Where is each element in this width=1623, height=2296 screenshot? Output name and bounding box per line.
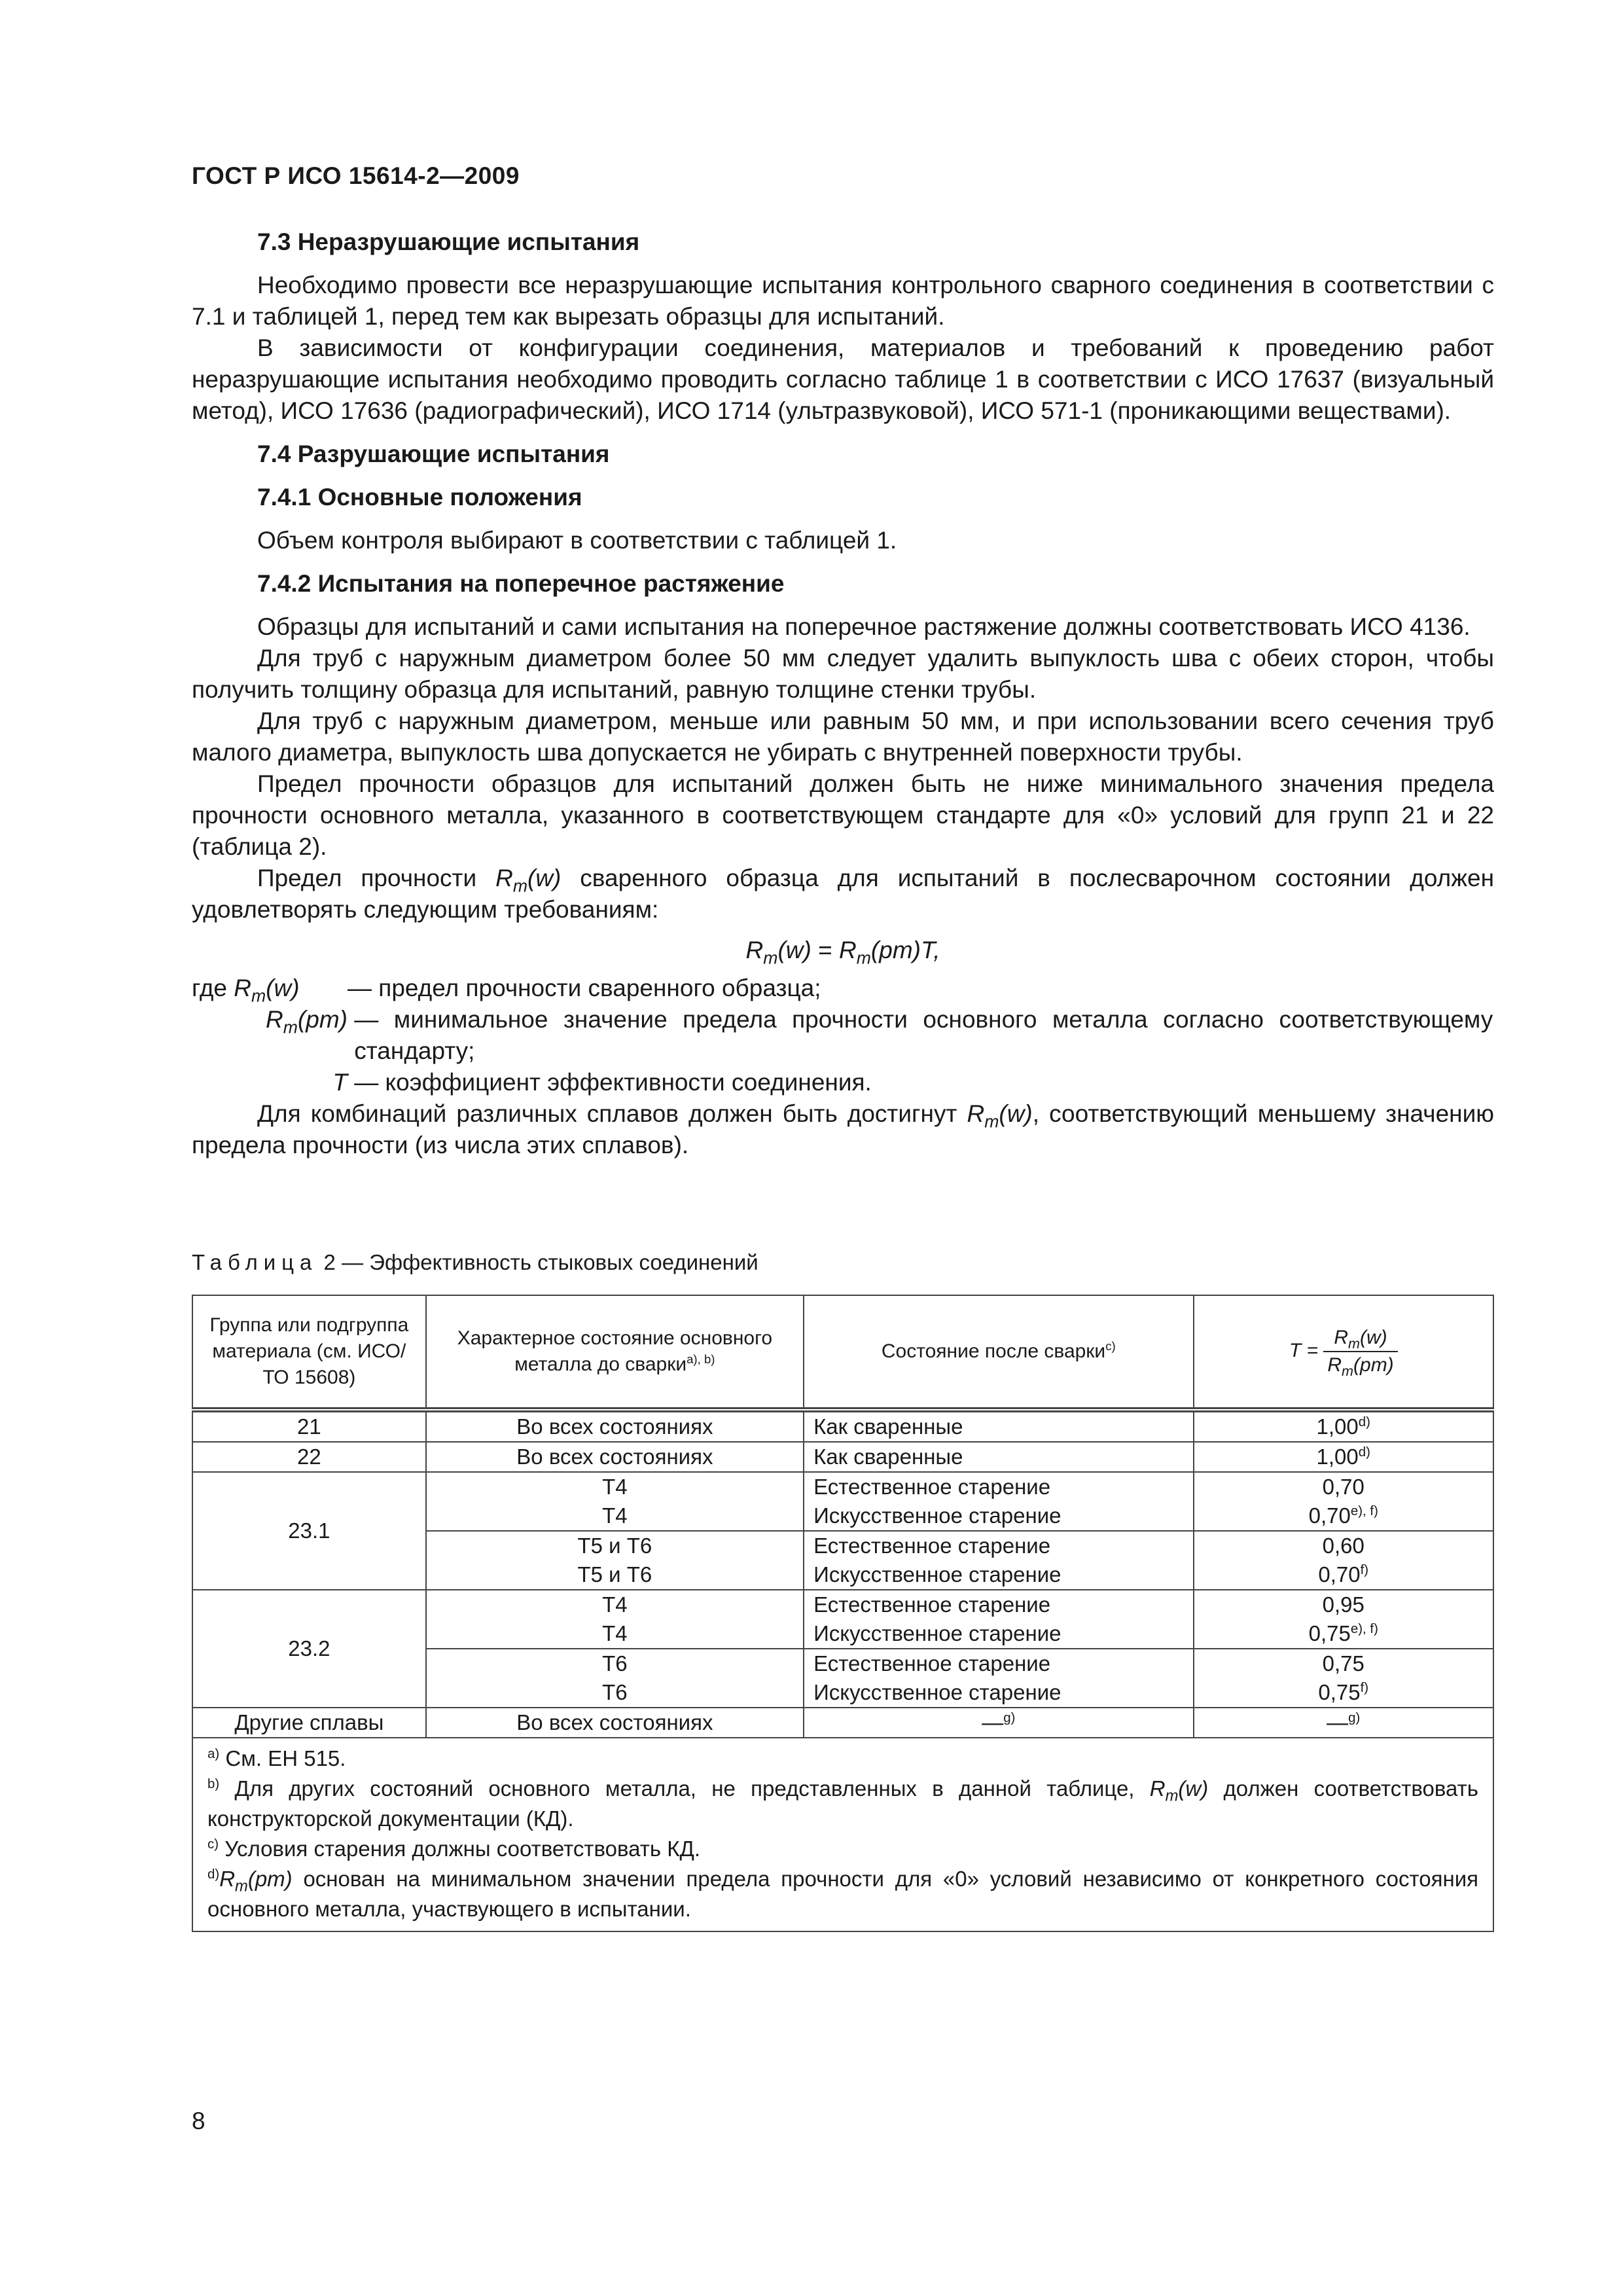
- page-number: 8: [192, 2108, 205, 2134]
- s742-paragraph-4: Предел прочности образцов для испытаний должен быть не ниже минимального значения предела прочности основного металла, указанного в соответствующем стандарте для «0» условий для групп 21 и 22 (таблица 2).: [192, 770, 1494, 860]
- table-row: Другие сплавы Во всех состояниях —$^{g)}$ —$^{g)}$: [192, 1708, 1493, 1738]
- where-line-3: T — коэффициент эффективности соединения.: [332, 1069, 872, 1096]
- s742-paragraph-1: Образцы для испытаний и сами испытания на поперечное растяжение должны соответствовать ИСО 4136.: [257, 613, 1471, 640]
- note-c: $^{c)}$ Условия старения должны соответствовать КД.: [207, 1837, 701, 1861]
- note-a: $^{a)}$ См. ЕН 515.: [207, 1746, 346, 1770]
- efficiency-table: [192, 1295, 1494, 1932]
- note-d: $^{d)}R_m(pm)$ основан на минимальном значении предела прочности для «0» условий независимо от конкретного состояния основного металла, участвующего в испытании.: [207, 1867, 1478, 1921]
- header-group: Группа или подгруппа материала (см. ИСО/ТО 15608): [192, 1295, 426, 1410]
- table-row: T6 T6 Естественное старение Искусственное старение 0,75 0,75$^{f)}$: [192, 1649, 1493, 1708]
- section-7-3-title: 7.3 Неразрушающие испытания: [257, 228, 640, 255]
- table-row: 23.1 T4 T4 Естественное старение Искусственное старение 0,70 $0,70^{e), f)}$: [192, 1472, 1493, 1531]
- table-row: 22 Во всех состояниях Как сваренные 1,00$^{d)}$: [192, 1442, 1493, 1472]
- s742-paragraph-5: Предел прочности $R_m(w)$ сваренного образца для испытаний в послесварочном состоянии должен удовлетворять следующим требованиям:: [192, 865, 1494, 923]
- header-t: T = $\frac{R_m(w)}{R_m(pm)}$: [1194, 1295, 1494, 1410]
- header-state: Характерное состояние основного металла до сварки$^{a), b)}$: [426, 1295, 804, 1410]
- where-line-1: где $R_m(w)$ — предел прочности сваренного образца;: [192, 975, 821, 1006]
- header-after: Состояние после сварки$^{c)}$: [804, 1295, 1193, 1410]
- s741-paragraph-1: Объем контроля выбирают в соответствии с таблицей 1.: [257, 527, 897, 554]
- s742-paragraph-6: Для комбинаций различных сплавов должен быть достигнут $R_m(w)$, соответствующий меньшему значению предела прочности (из числа этих сплавов).: [192, 1100, 1495, 1158]
- rm-w-symbol: $R_m(w)$: [495, 865, 562, 896]
- table-caption: Таблица 2 — Эффективность стыковых соединений: [192, 1250, 758, 1274]
- table-row: 23.2 T4 T4 Естественное старение Искусственное старение 0,95 $0,75^{e), f)}$: [192, 1590, 1493, 1649]
- note-b: $^{b)}$ Для других состояний основного металла, не представленных в данной таблице, $R_m(w)$ должен соответствовать конструкторской документации (КД).: [207, 1776, 1478, 1831]
- section-7-4-1-title: 7.4.1 Основные положения: [257, 484, 582, 511]
- s742-paragraph-2: Для труб с наружным диаметром более 50 мм следует удалить выпуклость шва с обеих сторон, чтобы получить толщину образца для испытаний, равную толщине стенки трубы.: [192, 645, 1494, 703]
- table-row: 21 Во всех состояниях Как сваренные 1,00$^{d)}$: [192, 1410, 1493, 1442]
- table-header-row: [192, 1295, 1493, 1410]
- main-text: [192, 226, 1494, 1161]
- s73-paragraph-2: В зависимости от конфигурации соединения, материалов и требований к проведению работ неразрушающие испытания необходимо проводить согласно таблице 1 в соответствии с ИСО 17637 (визуальный метод), ИСО 17636 (радиографический), ИСО 1714 (ультразвуковой), ИСО 571-1 (проникающими веществами).: [192, 334, 1494, 424]
- table-row: T5 и T6 T5 и T6 Естественное старение Искусственное старение 0,60 0,70$^{f)}$: [192, 1531, 1493, 1590]
- section-7-4-2-title: 7.4.2 Испытания на поперечное растяжение: [257, 570, 785, 597]
- where-line-2: $R_m(pm)$ — минимальное значение предела прочности основного металла согласно соответствующему стандарту;: [266, 1006, 1493, 1064]
- document-header: ГОСТ Р ИСО 15614-2—2009: [192, 162, 520, 189]
- formula: $R_m(w) = R_m(pm)T$,: [745, 937, 940, 968]
- s73-paragraph-1: Необходимо провести все неразрушающие испытания контрольного сварного соединения в соответствии с 7.1 и таблицей 1, перед тем как вырезать образцы для испытаний.: [192, 272, 1494, 330]
- section-7-4-title: 7.4 Разрушающие испытания: [257, 440, 610, 467]
- s742-paragraph-3: Для труб с наружным диаметром, меньше или равным 50 мм, и при использовании всего сечения труб малого диаметра, выпуклость шва допускается не убирать с внутренней поверхности трубы.: [192, 708, 1494, 766]
- table-notes-row: [192, 1738, 1493, 1931]
